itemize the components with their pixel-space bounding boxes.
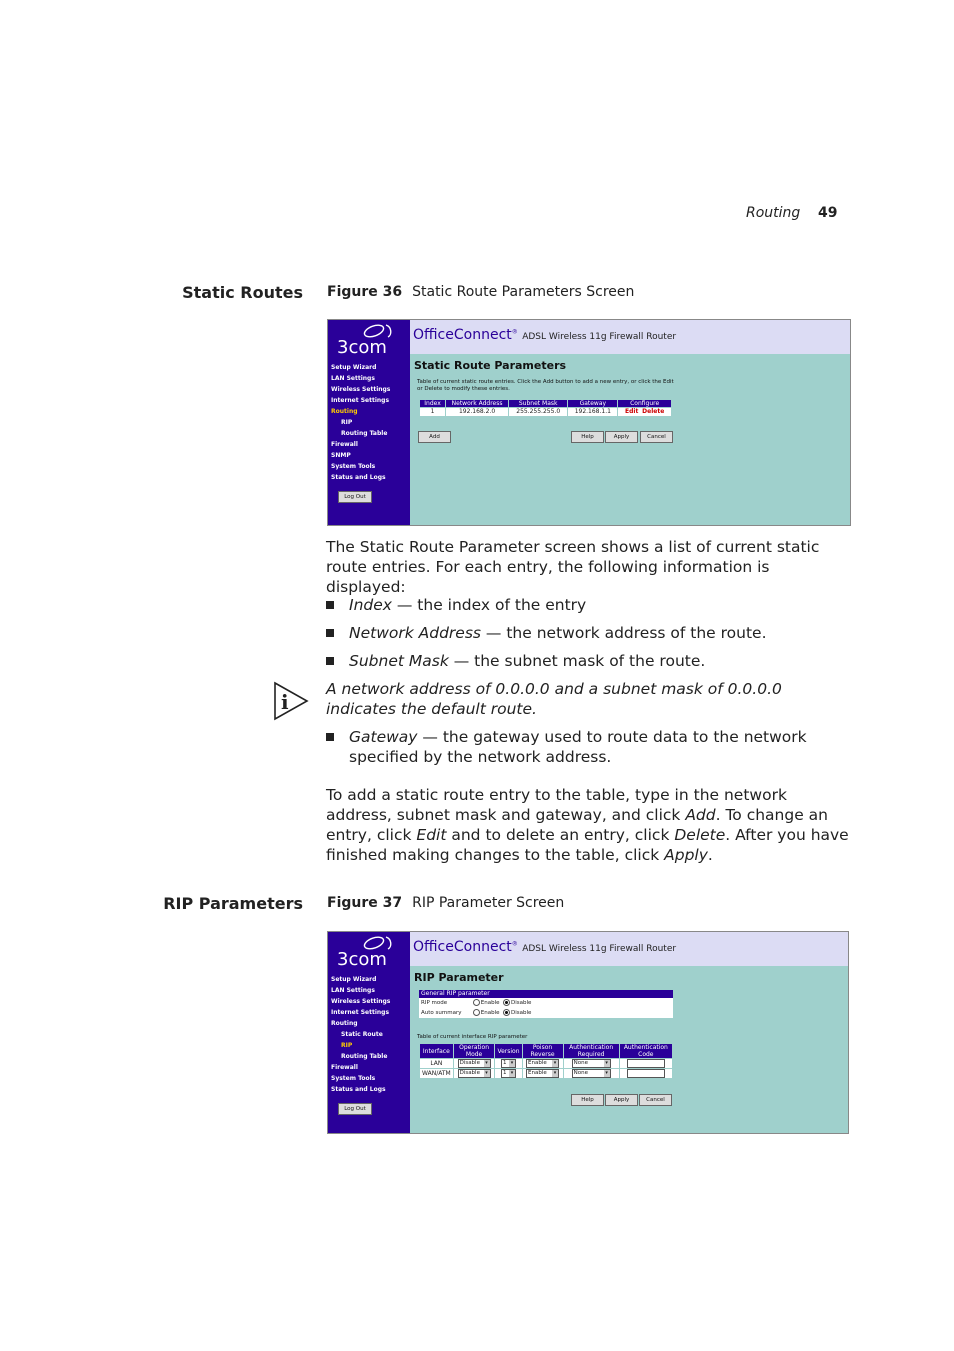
col-version: Version	[495, 1044, 522, 1059]
nav-firewall[interactable]: Firewall	[331, 441, 358, 448]
col-gateway: Gateway	[568, 400, 618, 408]
apply-button[interactable]: Apply	[605, 431, 638, 443]
figure-36-label: Figure 36	[327, 284, 403, 300]
nav-routing[interactable]: Routing	[331, 408, 358, 415]
general-rip-header: General RIP parameter	[419, 990, 673, 998]
nav-status-and-logs[interactable]: Status and Logs	[331, 474, 386, 481]
rip-table-note: Table of current interface RIP parameter	[417, 1034, 528, 1040]
router-nav-sidebar	[328, 932, 410, 1133]
version-select[interactable]: 1 ▾	[501, 1069, 516, 1078]
poison-reverse-select[interactable]: Enable ▾	[526, 1069, 559, 1078]
col-operation-mode: Operation Mode	[453, 1044, 495, 1059]
nav-system-tools[interactable]: System Tools	[331, 463, 376, 470]
nav-system-tools[interactable]: System Tools	[331, 1075, 376, 1082]
auto-summary-enable-radio[interactable]	[473, 1009, 480, 1016]
version-select[interactable]: 1 ▾	[501, 1059, 516, 1068]
auth-code-input[interactable]	[627, 1059, 665, 1068]
nav-rip[interactable]: RIP	[341, 419, 353, 426]
table-row: WAN/ATM Disable ▾ 1 ▾ Enable ▾ None ▾	[420, 1069, 673, 1079]
nav-wireless-settings[interactable]: Wireless Settings	[331, 998, 391, 1005]
auth-required-select[interactable]: None ▾	[572, 1059, 611, 1068]
auth-required-select[interactable]: None ▾	[572, 1069, 611, 1078]
help-button[interactable]: Help	[571, 1094, 604, 1106]
nav-routing-table[interactable]: Routing Table	[341, 1053, 388, 1060]
bullet-mark	[326, 657, 334, 665]
add-button[interactable]: Add	[418, 431, 451, 443]
router-top-banner	[410, 320, 850, 354]
nav-status-and-logs[interactable]: Status and Logs	[331, 1086, 386, 1093]
bullet-mark	[326, 601, 334, 609]
rip-screenshot	[327, 931, 849, 1134]
general-rip-section	[419, 990, 673, 1018]
bullet-gateway: Gateway — the gateway used to route data to the network specified by the network address.	[349, 728, 807, 766]
help-button[interactable]: Help	[571, 431, 604, 443]
static-route-table	[419, 399, 672, 417]
operation-mode-select[interactable]: Disable ▾	[458, 1069, 491, 1078]
nav-setup-wizard[interactable]: Setup Wizard	[331, 976, 377, 983]
rip-interface-table	[419, 1043, 673, 1079]
svg-text:i: i	[281, 690, 289, 714]
nav-lan-settings[interactable]: LAN Settings	[331, 375, 375, 382]
rip-mode-disable-radio[interactable]	[503, 999, 510, 1006]
nav-internet-settings[interactable]: Internet Settings	[331, 397, 390, 404]
3com-logo: 3com	[337, 949, 387, 970]
poison-reverse-select[interactable]: Enable ▾	[526, 1059, 559, 1068]
bullet-index: Index — the index of the entry	[349, 596, 587, 614]
default-route-note: A network address of 0.0.0.0 and a subnet mask of 0.0.0.0 indicates the default route.	[326, 680, 782, 718]
figure-36-caption	[327, 284, 634, 300]
col-poison-reverse: Poison Reverse	[522, 1044, 563, 1059]
router-nav-list	[331, 362, 390, 483]
nav-snmp[interactable]: SNMP	[331, 452, 351, 459]
bullet-network-address: Network Address — the network address of the route.	[349, 624, 767, 642]
rip-parameters-heading: RIP Parameters	[163, 894, 303, 913]
static-routes-heading: Static Routes	[182, 283, 303, 302]
router-nav-sidebar	[328, 320, 410, 525]
rip-mode-row: RIP mode Enable Disable	[421, 1000, 532, 1006]
static-route-panel-note: Table of current static route entries. Click the Add button to add a new entry, or click the Edit or Delete to modify these entries.	[417, 379, 674, 392]
nav-setup-wizard[interactable]: Setup Wizard	[331, 364, 377, 371]
col-authentication-required: Authentication Required	[563, 1044, 619, 1059]
nav-lan-settings[interactable]: LAN Settings	[331, 987, 375, 994]
table-row: 1 192.168.2.0 255.255.255.0 192.168.1.1 Edit Delete	[420, 408, 672, 417]
router-nav-list	[331, 974, 390, 1095]
figure-37-caption	[327, 895, 564, 911]
figure-37-title: RIP Parameter Screen	[412, 895, 565, 911]
col-configure: Configure	[618, 400, 672, 408]
officeconnect-brand: OfficeConnect® ADSL Wireless 11g Firewall Router	[413, 327, 677, 343]
add-static-route-paragraph: To add a static route entry to the table, type in the network address, subnet mask and gateway, and click Add. To change an entry, click Edit and to delete an entry, click Delete. After you have finished making changes to the table, click Apply.	[326, 786, 849, 864]
nav-rip[interactable]: RIP	[341, 1042, 353, 1049]
col-network-address: Network Address	[446, 400, 509, 408]
info-note-icon	[273, 681, 309, 721]
static-route-panel-title: Static Route Parameters	[414, 359, 567, 372]
table-row: LAN Disable ▾ 1 ▾ Enable ▾ None ▾	[420, 1059, 673, 1069]
rip-panel-title: RIP Parameter	[414, 971, 504, 984]
router-top-banner	[410, 932, 848, 966]
officeconnect-brand: OfficeConnect® ADSL Wireless 11g Firewall Router	[413, 939, 677, 955]
nav-wireless-settings[interactable]: Wireless Settings	[331, 386, 391, 393]
edit-link[interactable]: Edit	[625, 408, 639, 415]
col-index: Index	[420, 400, 446, 408]
apply-button[interactable]: Apply	[605, 1094, 638, 1106]
col-subnet-mask: Subnet Mask	[509, 400, 568, 408]
operation-mode-select[interactable]: Disable ▾	[458, 1059, 491, 1068]
logout-button[interactable]: Log Out	[338, 491, 372, 503]
bullet-mark	[326, 733, 334, 741]
nav-routing-table[interactable]: Routing Table	[341, 430, 388, 437]
cancel-button[interactable]: Cancel	[639, 1094, 672, 1106]
auto-summary-disable-radio[interactable]	[503, 1009, 510, 1016]
running-header-section: Routing	[746, 205, 801, 221]
delete-link[interactable]: Delete	[642, 408, 665, 415]
figure-37-label: Figure 37	[327, 895, 403, 911]
cancel-button[interactable]: Cancel	[640, 431, 673, 443]
nav-routing[interactable]: Routing	[331, 1020, 358, 1027]
nav-internet-settings[interactable]: Internet Settings	[331, 1009, 390, 1016]
page-number: 49	[818, 205, 838, 221]
auto-summary-row: Auto summary Enable Disable	[421, 1010, 532, 1016]
nav-static-route[interactable]: Static Route	[341, 1031, 383, 1038]
3com-logo: 3com	[337, 337, 387, 358]
rip-mode-enable-radio[interactable]	[473, 999, 480, 1006]
figure-36-title: Static Route Parameters Screen	[412, 284, 635, 300]
static-route-screenshot	[327, 319, 851, 526]
static-route-intro: The Static Route Parameter screen shows a list of current static route entries. For each entry, the following information is displayed:	[326, 538, 820, 596]
col-authentication-code: Authentication Code	[619, 1044, 672, 1059]
bullet-mark	[326, 629, 334, 637]
nav-firewall[interactable]: Firewall	[331, 1064, 358, 1071]
auth-code-input[interactable]	[627, 1069, 665, 1078]
col-interface: Interface	[420, 1044, 454, 1059]
bullet-subnet-mask: Subnet Mask — the subnet mask of the route.	[349, 652, 706, 670]
logout-button[interactable]: Log Out	[338, 1103, 372, 1115]
